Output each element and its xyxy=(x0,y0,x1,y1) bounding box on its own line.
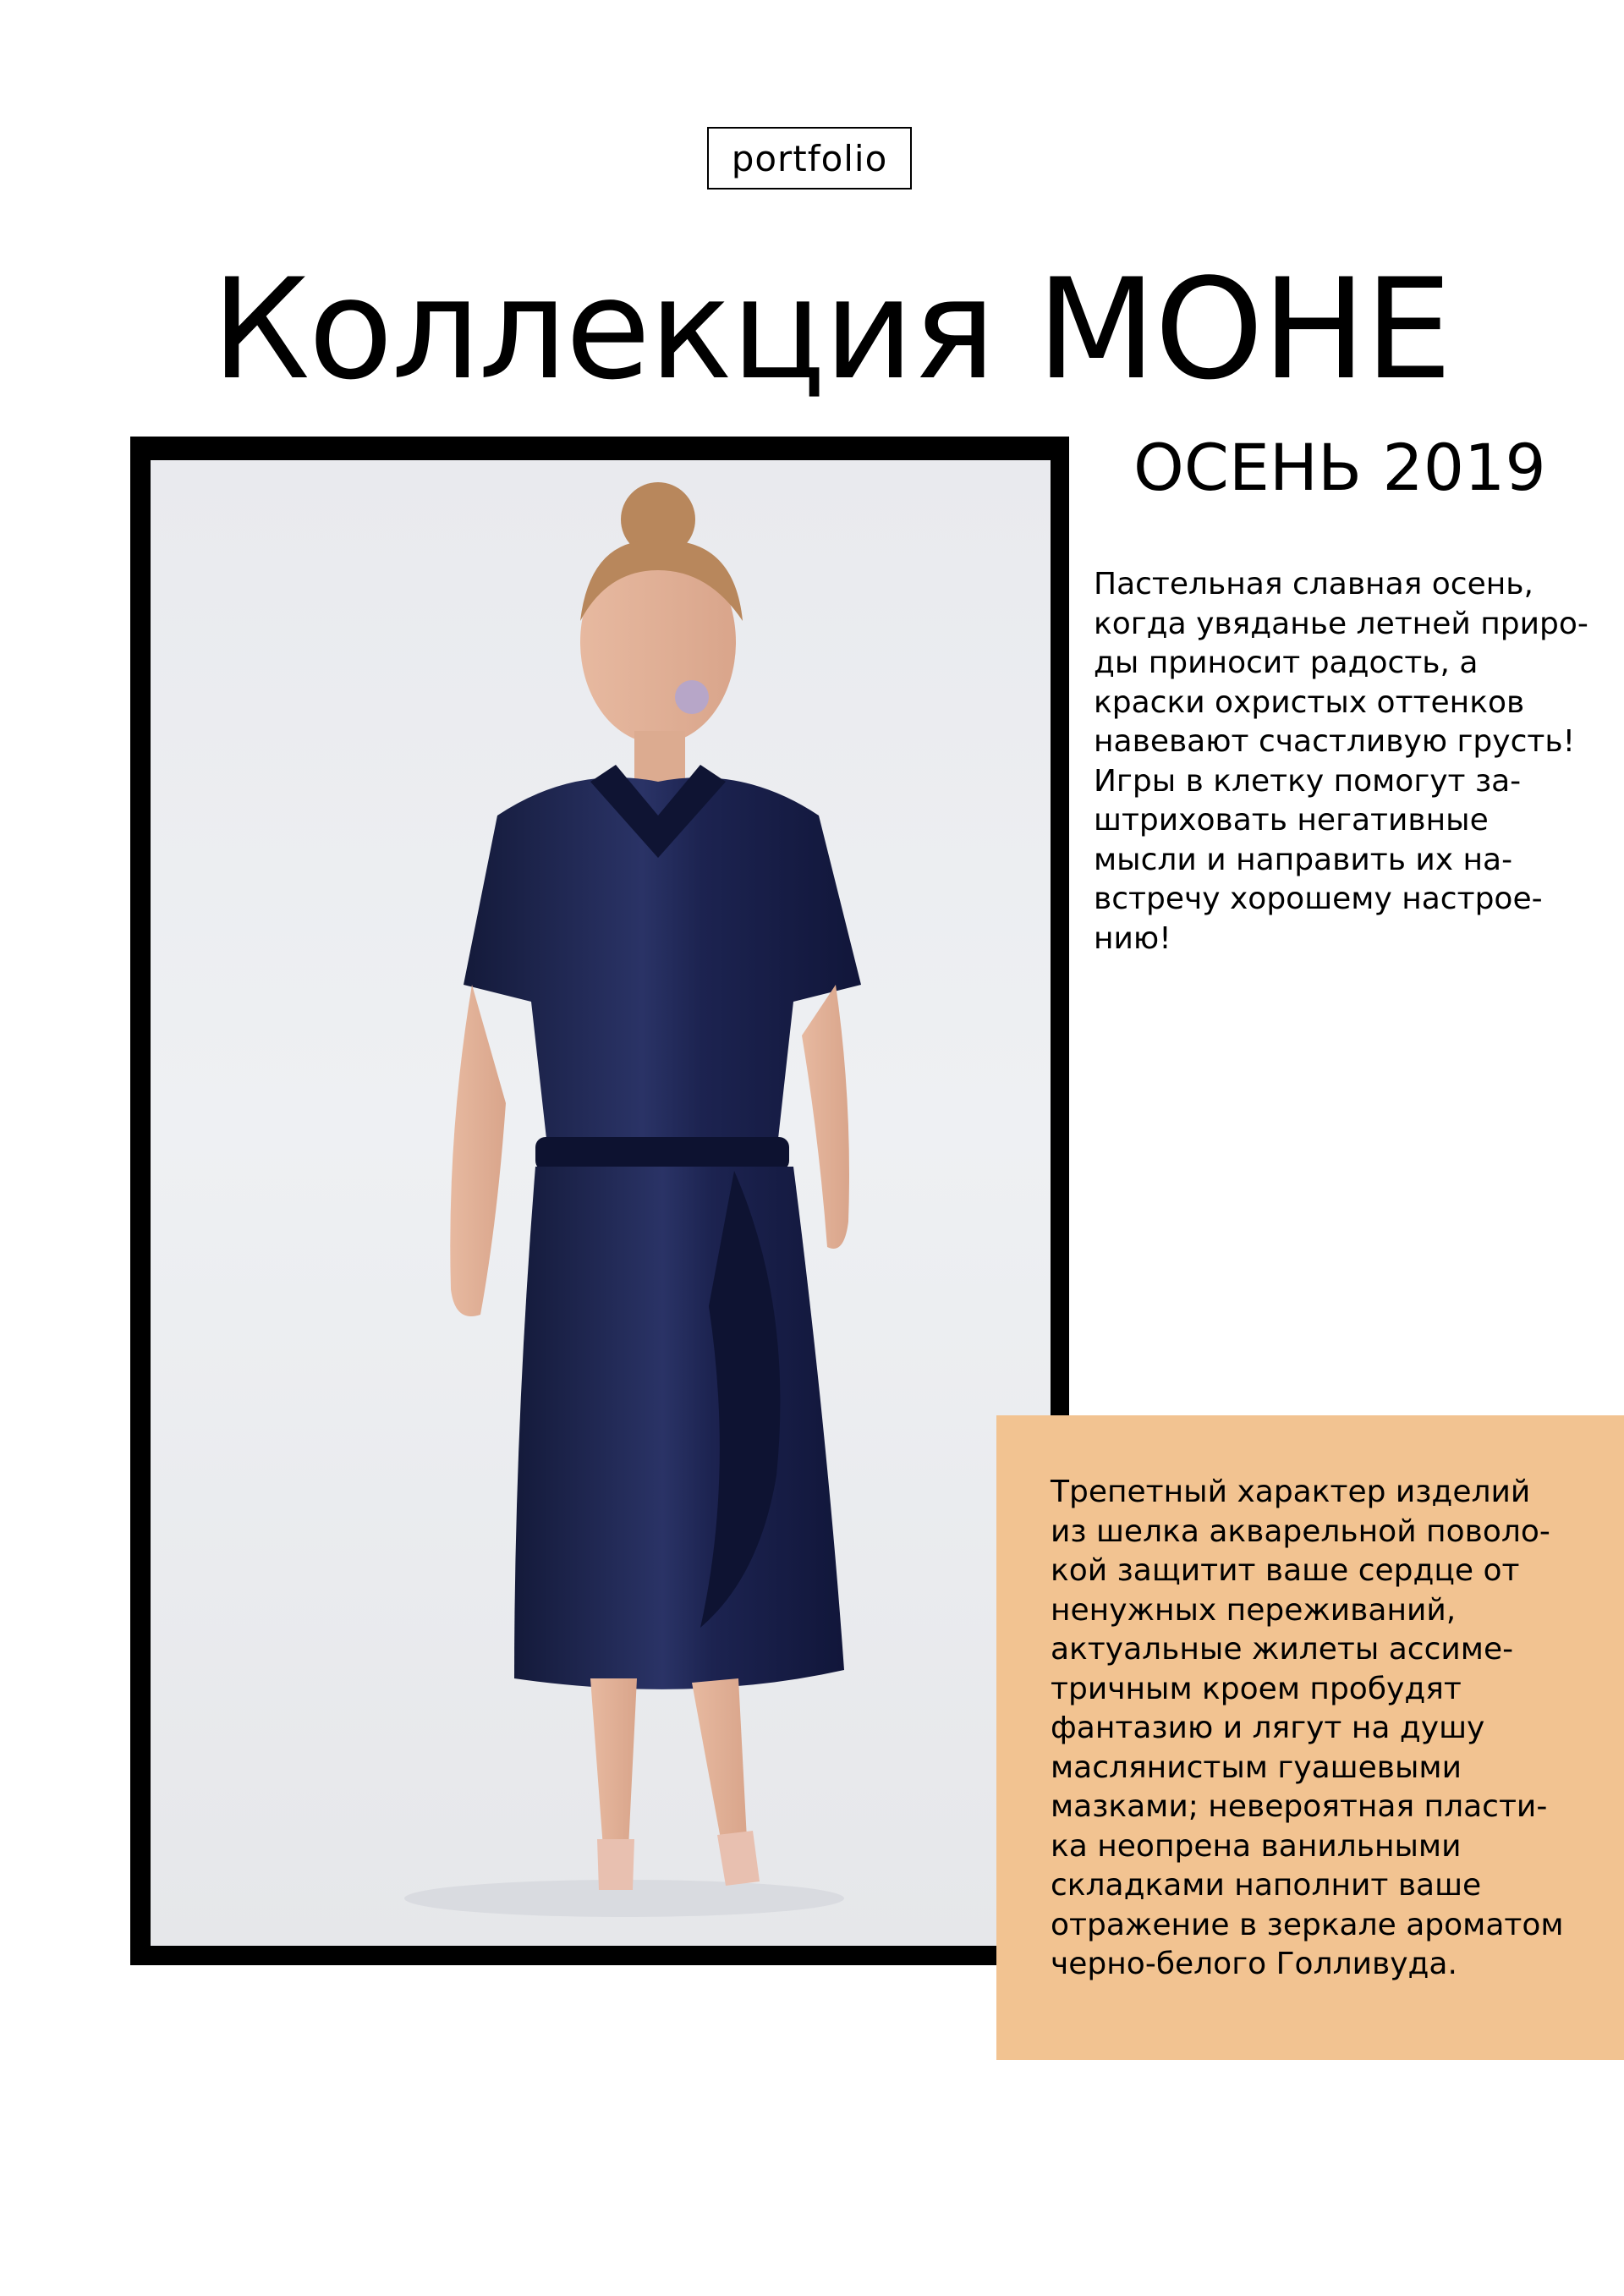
note-paragraph: Трепетный характер изделий из шелка акварельной поволо- кой защитит ваше сердце от ненужных переживаний, актуальные жилеты ассиме- тричным кроем пробудят фантазию и лягут на душу маслянистым гуашевыми мазками; невероятная пласти- ка неопрена ванильными складками наполнит ваше отражение в зеркале ароматом черно-белого Голливуда. xyxy=(1051,1475,1564,1981)
earring xyxy=(675,680,709,714)
intro-paragraph: Пастельная славная осень, когда увяданье летней приро- ды приносит радость, а краски охристых оттенков навевают счастливую грусть! Игры в клетку помогут за- штриховать негативные мысли и направить их на- встречу хорошему настрое- нию! xyxy=(1094,567,1588,956)
portfolio-label: portfolio xyxy=(731,137,888,179)
dress-belt xyxy=(535,1137,789,1171)
page-title: Коллекция МОНЕ xyxy=(211,249,1451,410)
left-shoe xyxy=(597,1839,634,1890)
left-leg xyxy=(590,1678,637,1848)
note-box xyxy=(996,1415,1624,2060)
dress-skirt xyxy=(514,1167,844,1689)
model-illustration xyxy=(151,460,1051,1946)
season-subtitle: ОСЕНЬ 2019 xyxy=(1133,430,1546,505)
portfolio-badge xyxy=(707,127,912,190)
photo-frame xyxy=(130,437,1069,1965)
right-shoe xyxy=(717,1831,760,1886)
model-photo xyxy=(151,460,1051,1946)
left-arm xyxy=(450,985,506,1316)
right-leg xyxy=(692,1678,747,1843)
right-arm xyxy=(802,985,849,1249)
